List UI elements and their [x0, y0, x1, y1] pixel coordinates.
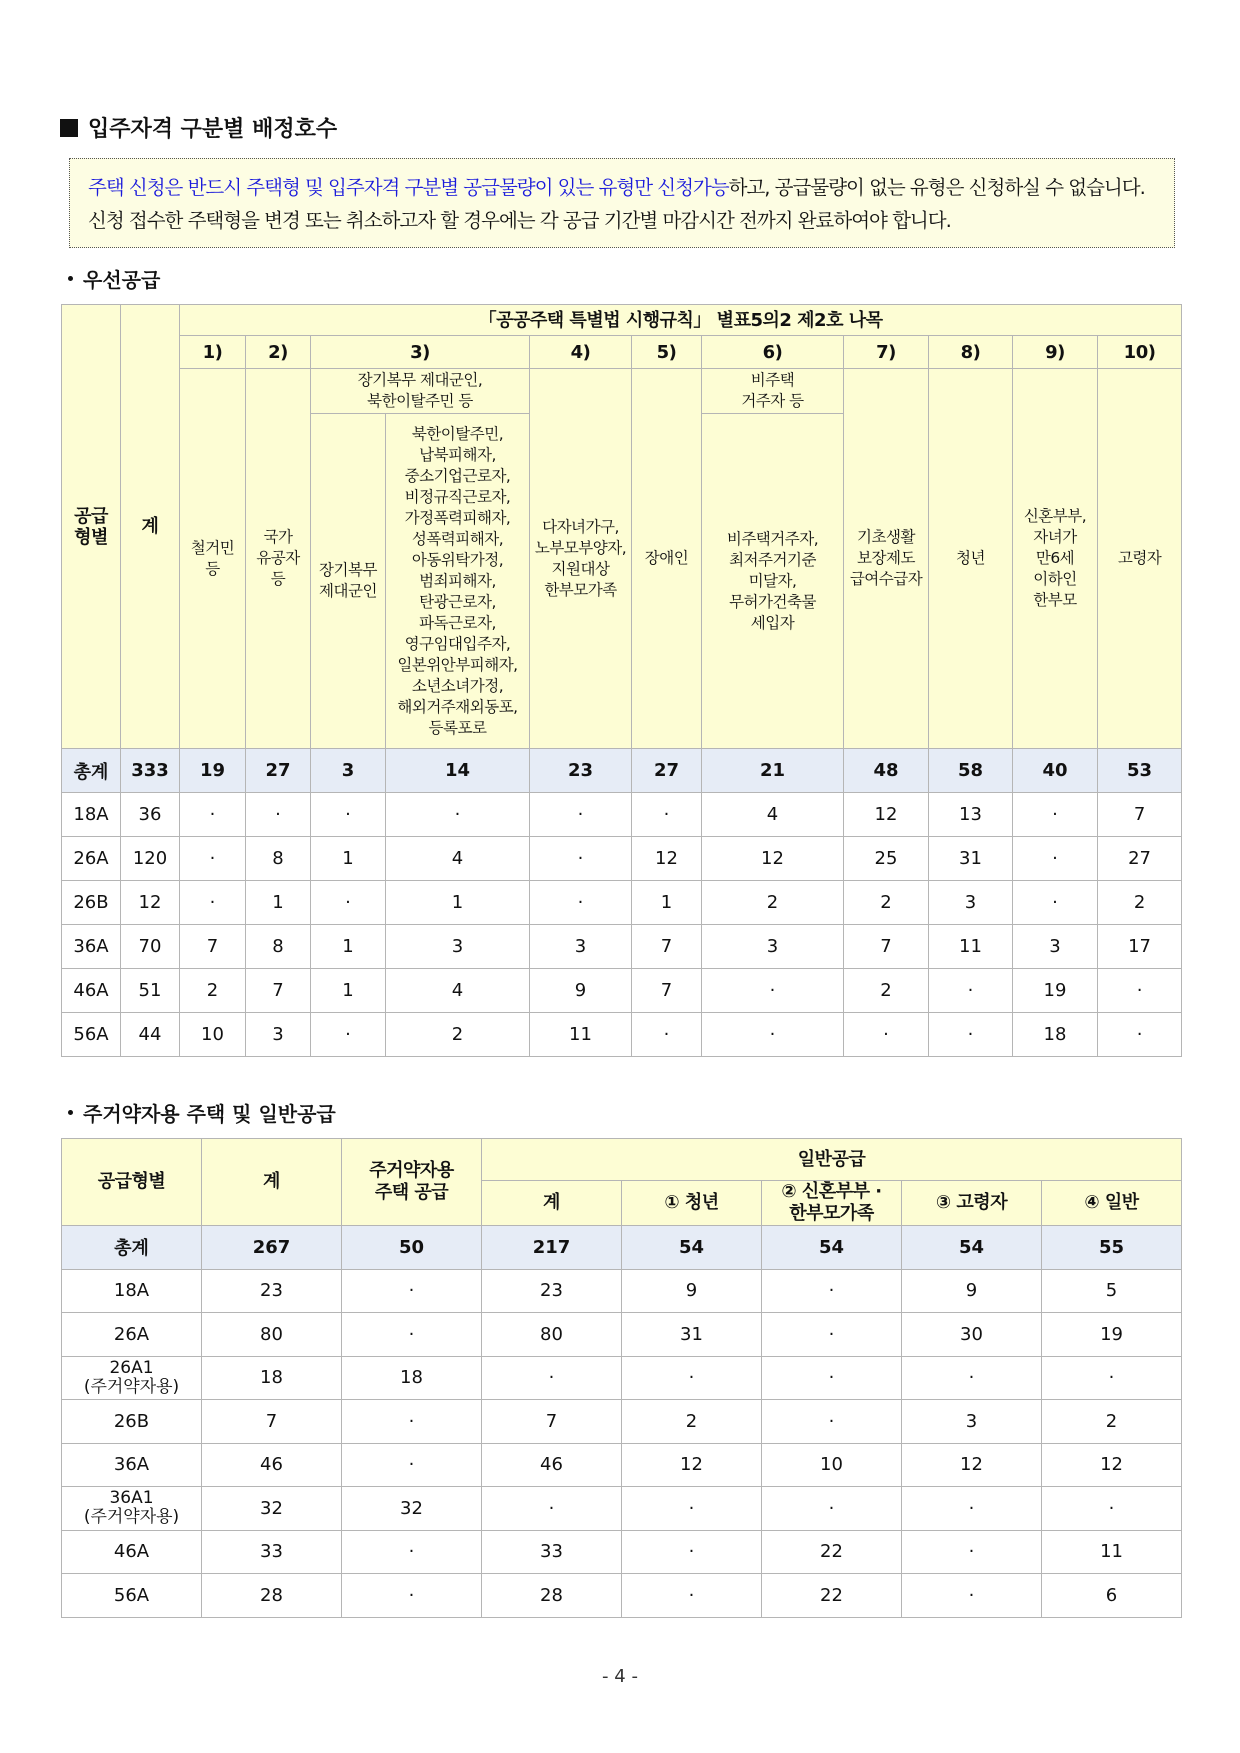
- row-label: 18A: [62, 1269, 202, 1313]
- row-label: 46A: [62, 969, 121, 1013]
- cell-value: 7: [1098, 793, 1182, 837]
- header-num: 6): [702, 336, 844, 369]
- cell-value: 10: [762, 1443, 902, 1487]
- cell-value: ·: [342, 1313, 482, 1357]
- cell-value: 4: [702, 793, 844, 837]
- header-type: 공급형별: [62, 1139, 202, 1226]
- priority-supply-table: [61, 304, 1182, 1057]
- cell-value: ·: [1042, 1356, 1182, 1400]
- row-label: 26B: [62, 1400, 202, 1444]
- cell-value: 9: [622, 1269, 762, 1313]
- header-total: 계: [121, 305, 180, 749]
- cell-value: 58: [929, 749, 1013, 793]
- cell-value: 30: [902, 1313, 1042, 1357]
- header-c9: 신혼부부, 자녀가 만6세 이하인 한부모: [1013, 369, 1098, 749]
- table-row: [62, 1400, 1182, 1444]
- cell-value: 36: [121, 793, 180, 837]
- cell-value: 9: [902, 1269, 1042, 1313]
- cell-value: ·: [622, 1530, 762, 1574]
- header-group-title: 「공공주택 특별법 시행규칙」 별표5의2 제2호 나목: [180, 305, 1182, 336]
- cell-value: 2: [844, 881, 929, 925]
- cell-value: 9: [530, 969, 632, 1013]
- cell-value: 50: [342, 1226, 482, 1270]
- cell-value: ·: [530, 881, 632, 925]
- cell-value: 2: [844, 969, 929, 1013]
- cell-value: 1: [311, 969, 386, 1013]
- cell-value: 12: [902, 1443, 1042, 1487]
- cell-value: 7: [482, 1400, 622, 1444]
- cell-value: 11: [530, 1013, 632, 1057]
- cell-value: ·: [762, 1356, 902, 1400]
- section-title: [60, 112, 337, 143]
- cell-value: 12: [1042, 1443, 1182, 1487]
- cell-value: 2: [180, 969, 246, 1013]
- cell-value: ·: [1098, 969, 1182, 1013]
- header-c10: 고령자: [1098, 369, 1182, 749]
- cell-value: ·: [622, 1574, 762, 1618]
- cell-value: 23: [202, 1269, 342, 1313]
- cell-value: 120: [121, 837, 180, 881]
- row-label: 36A: [62, 1443, 202, 1487]
- cell-value: 7: [202, 1400, 342, 1444]
- bullet-icon: [68, 276, 73, 281]
- cell-value: ·: [632, 1013, 702, 1057]
- cell-value: ·: [1013, 793, 1098, 837]
- notice-box: [69, 158, 1175, 248]
- cell-value: ·: [1013, 837, 1098, 881]
- cell-value: ·: [902, 1487, 1042, 1531]
- header-num: 10): [1098, 336, 1182, 369]
- cell-value: 3: [311, 749, 386, 793]
- cell-value: ·: [482, 1356, 622, 1400]
- cell-value: 23: [530, 749, 632, 793]
- cell-value: 1: [246, 881, 311, 925]
- cell-value: ·: [386, 793, 530, 837]
- cell-value: ·: [702, 969, 844, 1013]
- cell-value: 217: [482, 1226, 622, 1270]
- cell-value: ·: [929, 1013, 1013, 1057]
- cell-value: 32: [202, 1487, 342, 1531]
- cell-value: 54: [762, 1226, 902, 1270]
- priority-section-label: [68, 264, 160, 293]
- cell-value: 3: [530, 925, 632, 969]
- cell-value: ·: [180, 793, 246, 837]
- header-c1: 철거민 등: [180, 369, 246, 749]
- cell-value: ·: [902, 1356, 1042, 1400]
- cell-value: ·: [762, 1313, 902, 1357]
- cell-value: 21: [702, 749, 844, 793]
- cell-value: ·: [311, 1013, 386, 1057]
- cell-value: ·: [180, 881, 246, 925]
- cell-value: ·: [762, 1269, 902, 1313]
- cell-value: 17: [1098, 925, 1182, 969]
- header-c8: 청년: [929, 369, 1013, 749]
- cell-value: 54: [902, 1226, 1042, 1270]
- header-weak: 주거약자용 주택 공급: [342, 1139, 482, 1226]
- notice-highlight: 주택 신청은 반드시 주택형 및 입주자격 구분별 공급물량이 있는 유형만 신청가능: [88, 176, 729, 199]
- cell-value: ·: [530, 793, 632, 837]
- cell-value: 7: [632, 969, 702, 1013]
- cell-value: 5: [1042, 1269, 1182, 1313]
- cell-value: 27: [246, 749, 311, 793]
- cell-value: 28: [482, 1574, 622, 1618]
- cell-value: ·: [622, 1356, 762, 1400]
- table-row: [62, 1269, 1182, 1313]
- cell-value: 11: [929, 925, 1013, 969]
- table-row: [62, 1356, 1182, 1400]
- cell-value: 27: [632, 749, 702, 793]
- header-c2: 국가 유공자 등: [246, 369, 311, 749]
- cell-value: ·: [342, 1269, 482, 1313]
- cell-value: ·: [342, 1530, 482, 1574]
- cell-value: 46: [482, 1443, 622, 1487]
- cell-value: 53: [1098, 749, 1182, 793]
- header-general: 일반공급: [482, 1139, 1182, 1181]
- cell-value: 31: [929, 837, 1013, 881]
- header-c6a: 비주택거주자, 최저주거기준 미달자, 무허가건축물 세입자: [702, 414, 844, 749]
- general-supply-table: [61, 1138, 1182, 1618]
- row-label: 56A: [62, 1574, 202, 1618]
- cell-value: 48: [844, 749, 929, 793]
- header-c3: 장기복무 제대군인, 북한이탈주민 등: [311, 369, 530, 414]
- cell-value: 12: [622, 1443, 762, 1487]
- cell-value: 33: [482, 1530, 622, 1574]
- cell-value: 2: [1098, 881, 1182, 925]
- cell-value: 12: [844, 793, 929, 837]
- row-label: 56A: [62, 1013, 121, 1057]
- cell-value: 7: [844, 925, 929, 969]
- cell-value: 3: [902, 1400, 1042, 1444]
- header-num: 9): [1013, 336, 1098, 369]
- header-num: 1): [180, 336, 246, 369]
- cell-value: 51: [121, 969, 180, 1013]
- cell-value: ·: [1042, 1487, 1182, 1531]
- page-number: - 4 -: [602, 1666, 638, 1687]
- header-c7: 기초생활 보장제도 급여수급자: [844, 369, 929, 749]
- cell-value: ·: [1013, 881, 1098, 925]
- header-c4: 다자녀가구, 노부모부양자, 지원대상 한부모가족: [530, 369, 632, 749]
- header-total: 계: [202, 1139, 342, 1226]
- header-num: 4): [530, 336, 632, 369]
- table-row: [62, 1574, 1182, 1618]
- priority-label-text: 우선공급: [83, 268, 161, 292]
- total-row: [62, 749, 1182, 793]
- cell-value: ·: [622, 1487, 762, 1531]
- header-num: 7): [844, 336, 929, 369]
- cell-value: ·: [902, 1530, 1042, 1574]
- cell-value: 27: [1098, 837, 1182, 881]
- general-section-label: [68, 1098, 336, 1127]
- cell-value: ·: [632, 793, 702, 837]
- cell-value: 19: [1013, 969, 1098, 1013]
- cell-value: 13: [929, 793, 1013, 837]
- header-sub: 계: [482, 1181, 622, 1226]
- row-label: 총계: [62, 1226, 202, 1270]
- cell-value: 4: [386, 969, 530, 1013]
- cell-value: ·: [311, 881, 386, 925]
- cell-value: 19: [1042, 1313, 1182, 1357]
- cell-value: 18: [342, 1356, 482, 1400]
- header-num: 2): [246, 336, 311, 369]
- row-label: 36A1 (주거약자용): [62, 1487, 202, 1531]
- cell-value: 4: [386, 837, 530, 881]
- cell-value: 1: [632, 881, 702, 925]
- cell-value: 12: [702, 837, 844, 881]
- cell-value: 8: [246, 925, 311, 969]
- table-row: [62, 1530, 1182, 1574]
- cell-value: 80: [482, 1313, 622, 1357]
- header-num: 3): [311, 336, 530, 369]
- cell-value: 70: [121, 925, 180, 969]
- cell-value: 2: [622, 1400, 762, 1444]
- table-row: [62, 1313, 1182, 1357]
- row-label: 26A1 (주거약자용): [62, 1356, 202, 1400]
- header-sub: ① 청년: [622, 1181, 762, 1226]
- cell-value: ·: [762, 1487, 902, 1531]
- header-c6: 비주택 거주자 등: [702, 369, 844, 414]
- cell-value: 3: [386, 925, 530, 969]
- cell-value: 40: [1013, 749, 1098, 793]
- cell-value: 12: [632, 837, 702, 881]
- cell-value: 1: [386, 881, 530, 925]
- cell-value: 44: [121, 1013, 180, 1057]
- cell-value: ·: [762, 1400, 902, 1444]
- total-row: [62, 1226, 1182, 1270]
- table-row: [62, 1487, 1182, 1531]
- cell-value: ·: [530, 837, 632, 881]
- cell-value: 2: [1042, 1400, 1182, 1444]
- cell-value: 22: [762, 1530, 902, 1574]
- cell-value: 7: [632, 925, 702, 969]
- cell-value: 12: [121, 881, 180, 925]
- row-label: 18A: [62, 793, 121, 837]
- cell-value: ·: [311, 793, 386, 837]
- cell-value: 33: [202, 1530, 342, 1574]
- cell-value: 6: [1042, 1574, 1182, 1618]
- header-num: 5): [632, 336, 702, 369]
- notice-text: 하고, 공급물량이 없는 유형은 신청하실 수 없습니다. 신청 접수한 주택형을 변경 또는 취소하고자 할 경우에는 각 공급 기간별 마감시간 전까지 완료하여야 합니다.: [88, 176, 1145, 232]
- cell-value: ·: [342, 1443, 482, 1487]
- section-title-text: 입주자격 구분별 배정호수: [88, 117, 338, 142]
- cell-value: 7: [246, 969, 311, 1013]
- row-label: 36A: [62, 925, 121, 969]
- cell-value: 80: [202, 1313, 342, 1357]
- header-sub: ③ 고령자: [902, 1181, 1042, 1226]
- square-bullet-icon: [60, 119, 78, 137]
- header-c3a: 장기복무 제대군인: [311, 414, 386, 749]
- cell-value: 1: [311, 837, 386, 881]
- cell-value: ·: [482, 1487, 622, 1531]
- cell-value: 22: [762, 1574, 902, 1618]
- cell-value: 1: [311, 925, 386, 969]
- row-label: 46A: [62, 1530, 202, 1574]
- cell-value: 19: [180, 749, 246, 793]
- cell-value: 14: [386, 749, 530, 793]
- header-sub: ② 신혼부부 · 한부모가족: [762, 1181, 902, 1226]
- cell-value: 32: [342, 1487, 482, 1531]
- row-label: 총계: [62, 749, 121, 793]
- cell-value: 54: [622, 1226, 762, 1270]
- cell-value: ·: [929, 969, 1013, 1013]
- cell-value: 2: [386, 1013, 530, 1057]
- cell-value: 3: [246, 1013, 311, 1057]
- cell-value: 10: [180, 1013, 246, 1057]
- cell-value: 28: [202, 1574, 342, 1618]
- row-label: 26A: [62, 1313, 202, 1357]
- table-row: [62, 925, 1182, 969]
- table-row: [62, 793, 1182, 837]
- header-type: 공급 형별: [62, 305, 121, 749]
- cell-value: 11: [1042, 1530, 1182, 1574]
- cell-value: 23: [482, 1269, 622, 1313]
- cell-value: 3: [1013, 925, 1098, 969]
- row-label: 26A: [62, 837, 121, 881]
- cell-value: ·: [342, 1574, 482, 1618]
- cell-value: ·: [702, 1013, 844, 1057]
- cell-value: 25: [844, 837, 929, 881]
- cell-value: ·: [246, 793, 311, 837]
- cell-value: ·: [902, 1574, 1042, 1618]
- cell-value: 55: [1042, 1226, 1182, 1270]
- cell-value: 18: [1013, 1013, 1098, 1057]
- table-row: [62, 1013, 1182, 1057]
- cell-value: 3: [929, 881, 1013, 925]
- cell-value: 46: [202, 1443, 342, 1487]
- cell-value: ·: [1098, 1013, 1182, 1057]
- bullet-icon: [68, 1110, 73, 1115]
- cell-value: 333: [121, 749, 180, 793]
- cell-value: 18: [202, 1356, 342, 1400]
- cell-value: 267: [202, 1226, 342, 1270]
- cell-value: 7: [180, 925, 246, 969]
- table-row: [62, 881, 1182, 925]
- table-row: [62, 1443, 1182, 1487]
- cell-value: 31: [622, 1313, 762, 1357]
- header-c5: 장애인: [632, 369, 702, 749]
- general-label-text: 주거약자용 주택 및 일반공급: [83, 1102, 336, 1126]
- cell-value: 2: [702, 881, 844, 925]
- cell-value: 8: [246, 837, 311, 881]
- row-label: 26B: [62, 881, 121, 925]
- table-row: [62, 969, 1182, 1013]
- table-row: [62, 837, 1182, 881]
- cell-value: ·: [844, 1013, 929, 1057]
- cell-value: ·: [342, 1400, 482, 1444]
- header-c3b: 북한이탈주민, 납북피해자, 중소기업근로자, 비정규직근로자, 가정폭력피해자, 성폭력피해자, 아동위탁가정, 범죄피해자, 탄광근로자, 파독근로자, 영구임대입주자, 일본위안부피해자, 소년소녀가정, 해외거주재외동포, 등록포로: [386, 414, 530, 749]
- header-num: 8): [929, 336, 1013, 369]
- cell-value: 3: [702, 925, 844, 969]
- cell-value: ·: [180, 837, 246, 881]
- header-sub: ④ 일반: [1042, 1181, 1182, 1226]
